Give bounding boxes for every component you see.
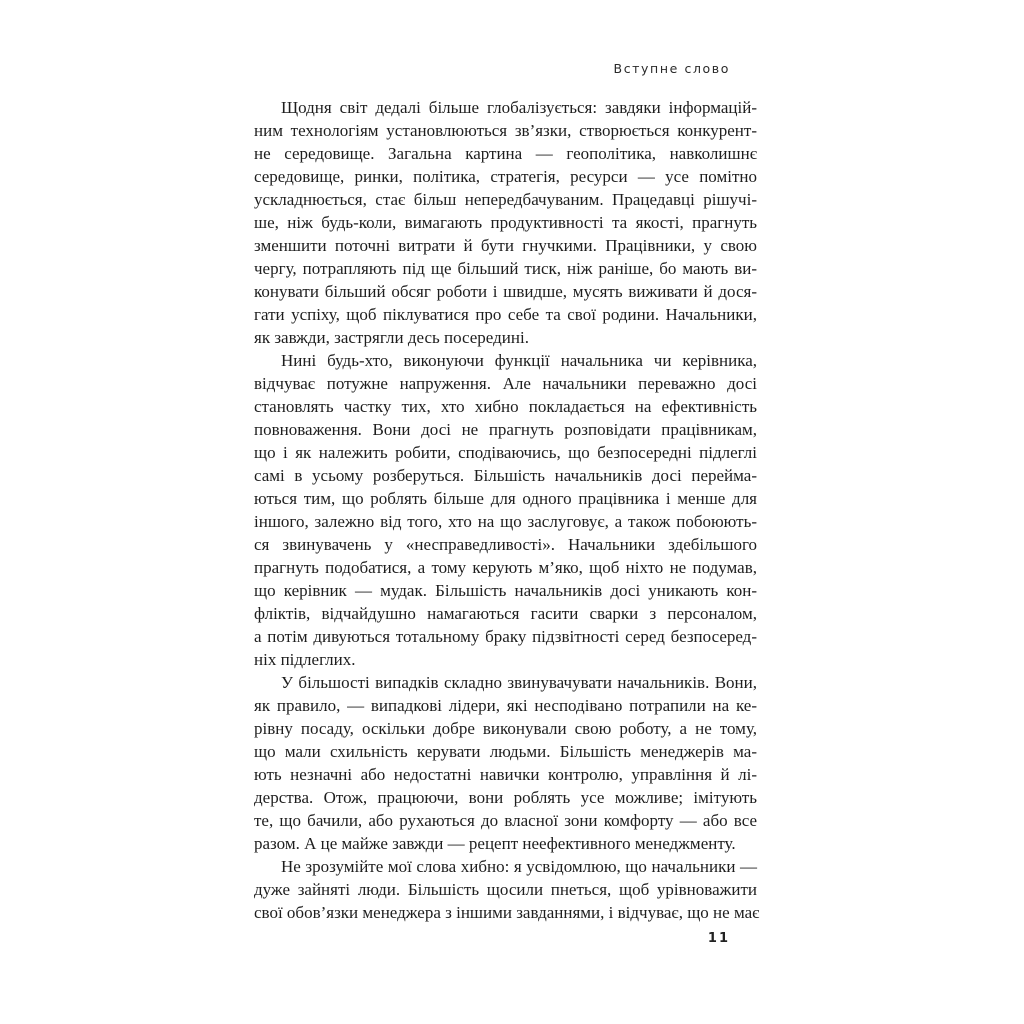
paragraph — [254, 96, 757, 349]
text-line: ють незначні або недостатні навички контролю, управління й лі- — [254, 765, 757, 784]
text-line: конувати більший обсяг роботи і швидше, мусять виживати й дося- — [254, 282, 757, 301]
text-line: ше, ніж будь-коли, вимагають продуктивності та якості, прагнуть — [254, 213, 757, 232]
text-line: що мали схильність керувати людьми. Більшість менеджерів ма- — [254, 742, 757, 761]
text-line: зменшити поточні витрати й бути гнучкими. Працівники, у свою — [254, 236, 757, 255]
text-line: рівну посаду, оскільки добре виконували свою роботу, а не тому, — [254, 719, 757, 738]
text-line: середовище, ринки, політика, стратегія, ресурси — усе помітно — [254, 167, 757, 186]
text-line: разом. А це майже завжди — рецепт неефективного менеджменту. — [254, 834, 736, 853]
running-header: Вступне слово — [613, 61, 730, 76]
text-line: чергу, потрапляють під ще більший тиск, ніж раніше, бо мають ви- — [254, 259, 757, 278]
text-line: іншого, залежно від того, хто на що заслуговує, а також побоюють- — [254, 512, 757, 531]
text-line: ускладнюється, стає більш непередбачуваним. Працедавці рішучі- — [254, 190, 757, 209]
text-line: ються тим, що роблять більше для одного працівника і менше для — [254, 489, 757, 508]
text-line: Щодня світ дедалі більше глобалізується: завдяки інформацій- — [281, 98, 757, 117]
text-line: що керівник — мудак. Більшість начальників досі уникають кон- — [254, 581, 757, 600]
text-line: не середовище. Загальна картина — геополітика, навколишнє — [254, 144, 757, 163]
text-line: прагнуть подобатися, а тому керують м’яко, щоб ніхто не подумав, — [254, 558, 757, 577]
text-line: фліктів, відчайдушно намагаються гасити сварки з персоналом, — [254, 604, 757, 623]
body-text — [254, 96, 760, 924]
text-line: що і як належить робити, сподіваючись, що безпосередні підлеглі — [254, 443, 757, 462]
text-line: як правило, — випадкові лідери, які несподівано потрапили на ке- — [254, 696, 757, 715]
text-line: як завжди, застрягли десь посередині. — [254, 328, 529, 347]
text-line: ся звинувачень у «несправедливості». Начальники здебільшого — [254, 535, 757, 554]
paragraph — [254, 855, 760, 924]
text-line: дерства. Отож, працюючи, вони роблять усе можливе; імітують — [254, 788, 757, 807]
text-line: а потім дивуються тотальному браку підзвітності серед безпосеред- — [254, 627, 757, 646]
text-line: відчуває потужне напруження. Але начальники переважно досі — [254, 374, 757, 393]
text-line: дуже зайняті люди. Більшість щосили пнеться, щоб урівноважити — [254, 880, 757, 899]
text-line: те, що бачили, або рухаються до власної зони комфорту — або все — [254, 811, 757, 830]
text-line: свої обов’язки менеджера з іншими завданнями, і відчуває, що не має — [254, 903, 760, 922]
text-line: самі в усьому розберуться. Більшість начальників досі перейма- — [254, 466, 757, 485]
text-line: ним технологіям установлюються зв’язки, створюється конкурент- — [254, 121, 757, 140]
paragraph — [254, 349, 757, 671]
page-number: 11 — [707, 931, 730, 946]
text-line: Не зрозумійте мої слова хибно: я усвідомлюю, що начальники — — [281, 857, 757, 876]
text-line: Нині будь-хто, виконуючи функції начальника чи керівника, — [281, 351, 757, 370]
text-line: повноваження. Вони досі не прагнуть розповідати працівникам, — [254, 420, 757, 439]
text-line: гати успіху, щоб піклуватися про себе та свої родини. Начальники, — [254, 305, 757, 324]
text-line: ніх підлеглих. — [254, 650, 356, 669]
text-line: У більшості випадків складно звинувачувати начальників. Вони, — [281, 673, 757, 692]
paragraph — [254, 671, 757, 855]
text-line: становлять частку тих, хто хибно покладається на ефективність — [254, 397, 757, 416]
